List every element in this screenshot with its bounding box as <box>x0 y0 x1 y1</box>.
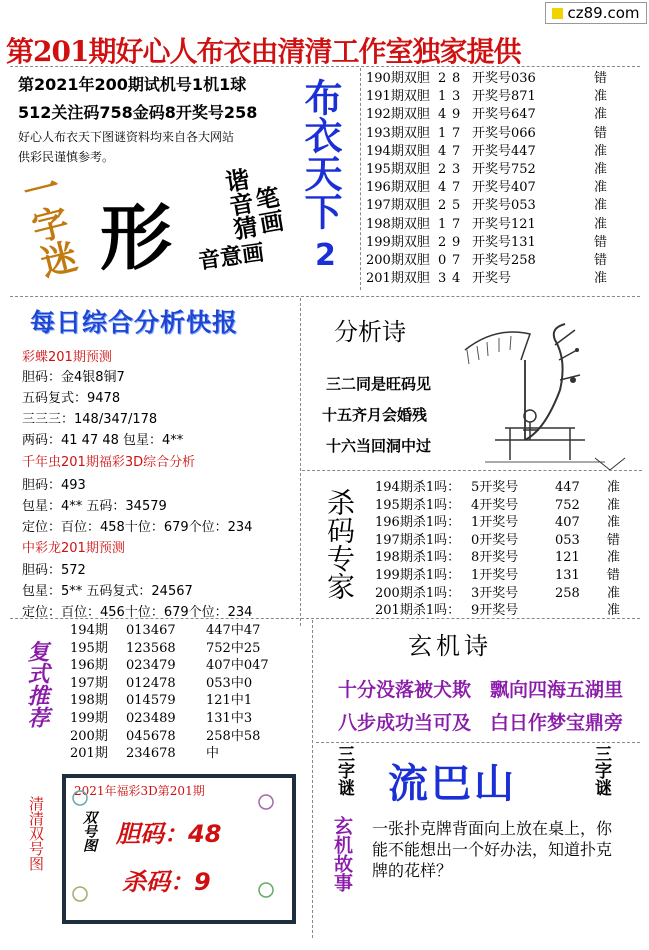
history-period: 194期双胆 <box>366 143 430 159</box>
kill-row <box>375 479 645 497</box>
kill-number: 8开奖号 <box>471 550 519 566</box>
kill-period: 199期杀1吗： <box>375 567 461 583</box>
history-table <box>366 70 644 288</box>
poem-line-1: 三二同是旺码见 <box>326 375 432 393</box>
history-dan-a: 1 <box>438 89 447 105</box>
history-period: 190期双胆 <box>366 71 430 86</box>
story-text: 一张扑克牌背面向上放在桌上，你能不能想出一个好办法，知道扑克牌的花样？ <box>372 819 613 880</box>
daily-title: 每日综合分析快报 <box>30 308 239 337</box>
fushi-row <box>70 657 310 675</box>
history-row <box>366 179 644 197</box>
history-result: 开奖号131 <box>472 234 536 250</box>
zhongcai-title: 中彩龙201期预测 <box>22 541 125 556</box>
shuanghao-box <box>62 774 296 924</box>
history-period: 192期双胆 <box>366 107 430 123</box>
fushi-hit: 053中0 <box>206 675 253 691</box>
kill-period: 200期杀1吗： <box>375 585 461 601</box>
fushi-row <box>70 640 310 658</box>
kill-status: 错 <box>607 567 621 583</box>
xuanji-title: 玄机诗 <box>408 632 492 660</box>
history-status: 准 <box>594 89 608 105</box>
history-result: 开奖号752 <box>472 162 536 178</box>
history-period: 197期双胆 <box>366 198 430 214</box>
history-status: 准 <box>594 162 608 178</box>
kill-table <box>375 479 645 620</box>
caidie-line-1: 胆码：金4银8铜7 <box>22 370 125 385</box>
history-dan-a: 1 <box>438 216 447 232</box>
sanzimi-label-left: 三字谜 <box>334 745 354 796</box>
kill-number: 4开奖号 <box>471 497 519 513</box>
history-dan-b: 3 <box>452 89 461 105</box>
fushi-hit: 752中25 <box>206 640 261 656</box>
buyi-number: 2 <box>315 238 336 273</box>
kill-number: 9开奖号 <box>471 603 519 619</box>
history-status: 错 <box>594 234 608 250</box>
history-period: 195期双胆 <box>366 162 430 178</box>
history-dan-b: 9 <box>452 107 461 123</box>
kill-period: 198期杀1吗： <box>375 550 461 566</box>
history-period: 201期双胆 <box>366 271 430 287</box>
sanzimi-answer: 流巴山 <box>388 761 517 807</box>
qiannian-line-2: 包星：4** 五码：34579 <box>22 499 167 514</box>
history-period: 199期双胆 <box>366 234 430 250</box>
fushi-hit: 121中1 <box>206 693 253 709</box>
history-row <box>366 197 644 215</box>
history-status: 准 <box>594 198 608 214</box>
riddle-hint-3: 音意画 <box>196 240 266 275</box>
history-status: 错 <box>594 253 608 269</box>
kill-period: 197期杀1吗： <box>375 532 461 548</box>
sanzimi-label-right: 三字谜 <box>591 745 611 796</box>
trial-note-2: 供彩民谨慎参考。 <box>18 150 115 164</box>
fushi-period: 201期 <box>70 746 108 762</box>
riddle-hint-2: 笔画 <box>249 184 285 237</box>
fushi-row <box>70 622 310 640</box>
history-dan-b: 7 <box>452 253 461 269</box>
fushi-hit: 131中3 <box>206 710 253 726</box>
kill-status: 准 <box>607 497 621 513</box>
history-dan-a: 0 <box>438 253 447 269</box>
history-period: 198期双胆 <box>366 216 430 232</box>
history-status: 错 <box>594 125 608 141</box>
history-status: 准 <box>594 143 608 159</box>
fushi-row <box>70 745 310 763</box>
kill-row <box>375 567 645 585</box>
kill-number: 5开奖号 <box>471 480 519 495</box>
history-dan-b: 7 <box>452 143 461 159</box>
fushi-combo: 012478 <box>126 675 176 691</box>
fushi-combo: 234678 <box>126 746 176 762</box>
fushi-combo: 014579 <box>126 693 176 709</box>
zhongcai-line-1: 胆码：572 <box>22 563 86 578</box>
history-period: 193期双胆 <box>366 125 430 141</box>
history-result: 开奖号447 <box>472 143 536 159</box>
fushi-period: 200期 <box>70 728 108 744</box>
poem-title: 分析诗 <box>334 318 406 346</box>
kill-row <box>375 585 645 603</box>
dan-ma-text: 胆码：48 <box>116 820 222 848</box>
history-status: 准 <box>594 180 608 196</box>
history-dan-b: 4 <box>452 271 461 287</box>
fushi-combo: 013467 <box>126 623 176 638</box>
history-result: 开奖号036 <box>472 71 536 86</box>
fushi-combo: 023479 <box>126 658 176 674</box>
history-period: 196期双胆 <box>366 180 430 196</box>
history-period: 200期双胆 <box>366 253 430 269</box>
decorative-frame-doodles <box>66 778 284 912</box>
kill-status: 错 <box>607 532 621 548</box>
qiannian-title: 千年虫201期福彩3D综合分析 <box>22 455 196 470</box>
history-row <box>366 106 644 124</box>
history-status: 准 <box>594 216 608 232</box>
kill-status: 准 <box>607 480 621 495</box>
shuanghao-side-label: 双号图 <box>81 810 97 852</box>
fushi-period: 199期 <box>70 710 108 726</box>
yizimi-label-text: 一字迷 <box>14 166 81 282</box>
kill-draw: 131 <box>555 567 580 583</box>
tree-bench-illustration <box>455 320 640 480</box>
yizimi-label <box>14 166 88 290</box>
qiannian-line-1: 胆码：493 <box>22 478 86 493</box>
fushi-combo: 123568 <box>126 640 176 656</box>
fushi-hit: 447中47 <box>206 623 261 638</box>
watermark-square-icon <box>552 8 563 19</box>
trial-line-1: 第2021年200期试机号1机1球 <box>18 75 247 94</box>
history-row <box>366 88 644 106</box>
kill-row <box>375 532 645 550</box>
xuanji-line-1a: 十分没落被犬欺 <box>338 679 472 701</box>
xuanji-line-1b: 飘向四海五湖里 <box>490 679 624 701</box>
history-dan-a: 2 <box>438 198 447 214</box>
poem-line-3: 十六当回洞中过 <box>326 437 432 455</box>
history-row <box>366 216 644 234</box>
sha-ma-text: 杀码：9 <box>122 868 211 896</box>
riddle-char: 形 <box>100 195 173 280</box>
kill-period: 196期杀1吗： <box>375 515 461 531</box>
poem-line-2: 十五齐月会婚残 <box>322 406 428 424</box>
fushi-row <box>70 675 310 693</box>
history-status: 准 <box>594 107 608 123</box>
history-dan-b: 5 <box>452 198 461 214</box>
kill-title: 杀码专家 <box>323 488 356 600</box>
watermark-badge <box>545 2 647 24</box>
kill-row <box>375 497 645 515</box>
kill-period: 194期杀1吗： <box>375 480 461 495</box>
shuanghao-box-title: 2021年福彩3D第201期 <box>74 784 205 798</box>
history-dan-a: 4 <box>438 180 447 196</box>
riddle-hint-1: 谐音猜 <box>218 166 260 242</box>
history-row <box>366 234 644 252</box>
history-dan-b: 7 <box>452 125 461 141</box>
kill-period: 201期杀1吗： <box>375 603 461 619</box>
fushi-period: 195期 <box>70 640 108 656</box>
kill-draw: 752 <box>555 497 580 513</box>
history-result: 开奖号 <box>472 271 512 287</box>
zhongcai-line-2: 包星：5** 五码复式：24567 <box>22 584 193 599</box>
history-dan-a: 2 <box>438 162 447 178</box>
history-result: 开奖号647 <box>472 107 536 123</box>
fushi-table <box>70 622 310 763</box>
fushi-hit: 中 <box>206 746 220 762</box>
kill-draw: 121 <box>555 550 580 566</box>
history-row <box>366 125 644 143</box>
history-result: 开奖号066 <box>472 125 536 141</box>
kill-period: 195期杀1吗： <box>375 497 461 513</box>
history-result: 开奖号871 <box>472 89 536 105</box>
trial-note-1: 好心人布衣天下图谜资料均来自各大网站 <box>18 130 235 144</box>
history-row <box>366 252 644 270</box>
xuanji-line-2a: 八步成功当可及 <box>338 712 472 734</box>
shuanghao-label: 清清双号图 <box>27 796 45 871</box>
caidie-line-2: 五码复式：9478 <box>22 391 121 406</box>
kill-status: 准 <box>607 585 621 601</box>
fushi-label: 复式推荐 <box>24 640 49 728</box>
history-row <box>366 70 644 88</box>
kill-number: 1开奖号 <box>471 567 519 583</box>
caidie-line-4: 两码：41 47 48 包星：4** <box>22 433 184 448</box>
qiannian-line-3: 定位：百位：458十位：679个位：234 <box>22 520 253 535</box>
history-dan-a: 4 <box>438 143 447 159</box>
zhongcai-line-3: 定位：百位：456十位：679个位：234 <box>22 605 253 620</box>
history-result: 开奖号407 <box>472 180 536 196</box>
kill-draw: 258 <box>555 585 580 601</box>
history-dan-b: 8 <box>452 71 461 86</box>
fushi-row <box>70 692 310 710</box>
kill-number: 3开奖号 <box>471 585 519 601</box>
kill-row <box>375 514 645 532</box>
history-row <box>366 161 644 179</box>
history-period: 191期双胆 <box>366 89 430 105</box>
history-dan-b: 9 <box>452 234 461 250</box>
kill-draw: 447 <box>555 480 580 495</box>
fushi-hit: 407中047 <box>206 658 269 674</box>
fushi-period: 198期 <box>70 693 108 709</box>
kill-status: 准 <box>607 603 621 619</box>
history-dan-a: 2 <box>438 71 447 86</box>
kill-draw: 407 <box>555 515 580 531</box>
history-result: 开奖号121 <box>472 216 536 232</box>
kill-status: 准 <box>607 550 621 566</box>
history-result: 开奖号258 <box>472 253 536 269</box>
history-dan-a: 3 <box>438 271 447 287</box>
kill-draw: 053 <box>555 532 580 548</box>
trial-line-2: 512关注码758金码8开奖号258 <box>18 103 258 122</box>
xuanji-line-2b: 白日作梦宝鼎旁 <box>490 712 624 734</box>
fushi-row <box>70 728 310 746</box>
history-row <box>366 270 644 288</box>
header-title: 第201期好心人布衣由清清工作室独家提供 <box>6 35 521 68</box>
fushi-period: 194期 <box>70 623 108 638</box>
fushi-combo: 045678 <box>126 728 176 744</box>
kill-row <box>375 549 645 567</box>
history-result: 开奖号053 <box>472 198 536 214</box>
fushi-hit: 258中58 <box>206 728 261 744</box>
history-status: 错 <box>594 71 608 86</box>
history-dan-a: 2 <box>438 234 447 250</box>
history-dan-b: 7 <box>452 180 461 196</box>
story-label: 玄机故事 <box>331 816 353 892</box>
fushi-period: 197期 <box>70 675 108 691</box>
fushi-row <box>70 710 310 728</box>
watermark-text: cz89.com <box>567 4 640 22</box>
history-dan-b: 7 <box>452 216 461 232</box>
history-dan-a: 1 <box>438 125 447 141</box>
fushi-combo: 023489 <box>126 710 176 726</box>
history-dan-a: 4 <box>438 107 447 123</box>
fushi-period: 196期 <box>70 658 108 674</box>
buyi-title: 布衣天下 <box>298 78 342 230</box>
caidie-title: 彩蝶201期预测 <box>22 350 112 365</box>
history-dan-b: 3 <box>452 162 461 178</box>
history-status: 准 <box>594 271 608 287</box>
kill-status: 准 <box>607 515 621 531</box>
history-row <box>366 143 644 161</box>
kill-number: 1开奖号 <box>471 515 519 531</box>
caidie-line-3: 三三三：148/347/178 <box>22 412 158 427</box>
kill-number: 0开奖号 <box>471 532 519 548</box>
